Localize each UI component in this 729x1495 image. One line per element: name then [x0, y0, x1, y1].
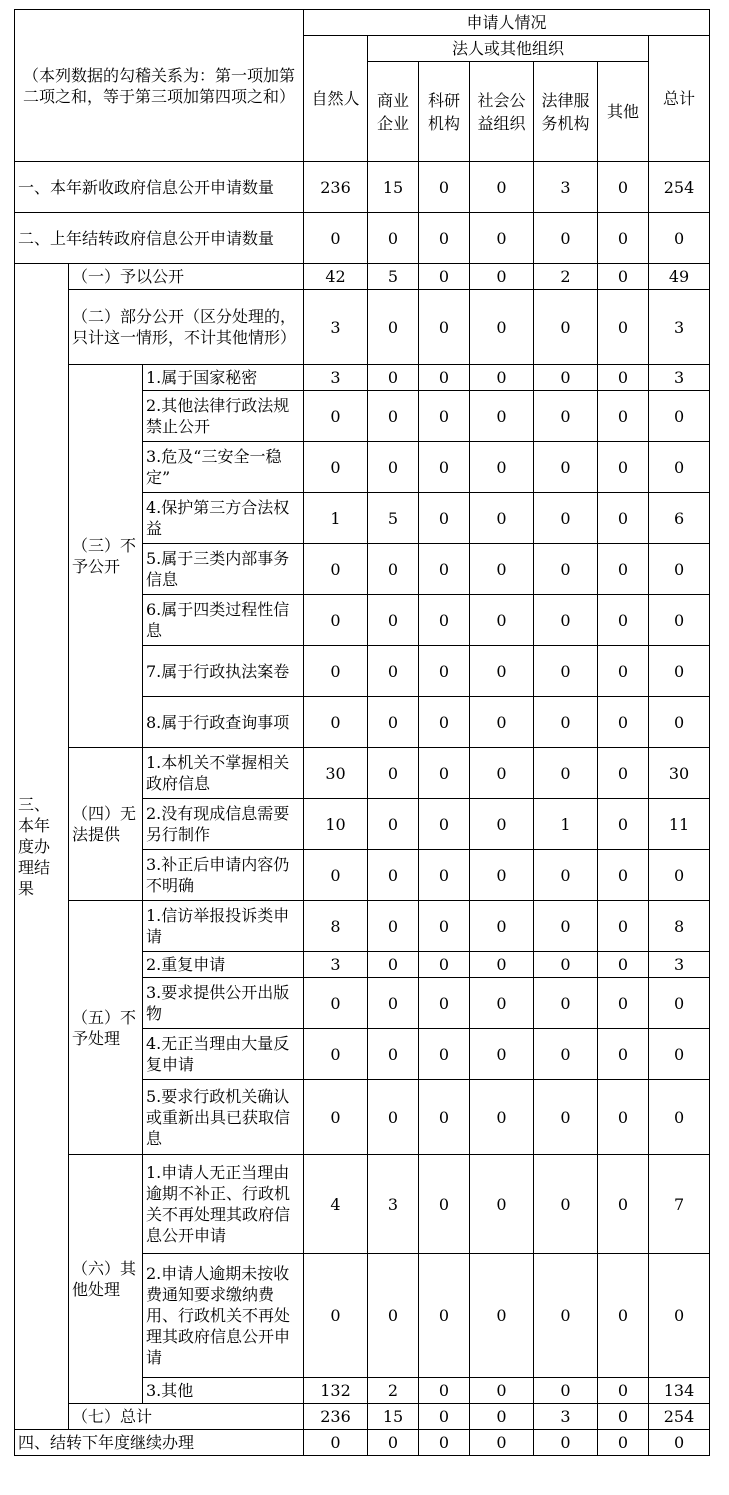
- value-cell: 0: [470, 544, 534, 595]
- value-cell: 0: [368, 1430, 419, 1456]
- value-cell: 0: [598, 264, 649, 290]
- value-cell: 0: [598, 952, 649, 978]
- value-cell: 0: [470, 264, 534, 290]
- value-cell: 0: [598, 493, 649, 544]
- item-label: 2.没有现成信息需要另行制作: [143, 799, 304, 850]
- value-cell: 0: [419, 493, 470, 544]
- row-label-new-requests: 一、本年新收政府信息公开申请数量: [15, 162, 304, 213]
- value-cell: 0: [534, 442, 598, 493]
- value-cell: 0: [470, 1378, 534, 1404]
- value-cell: 0: [534, 493, 598, 544]
- value-cell: 0: [534, 1080, 598, 1155]
- value-cell: 0: [368, 952, 419, 978]
- value-cell: 0: [419, 697, 470, 748]
- value-cell: 0: [470, 1155, 534, 1254]
- value-cell: 0: [419, 748, 470, 799]
- value-cell: 0: [534, 850, 598, 901]
- value-cell: 0: [368, 365, 419, 391]
- value-cell: 0: [419, 1155, 470, 1254]
- value-cell: 0: [304, 595, 368, 646]
- value-cell: 0: [470, 748, 534, 799]
- table-row: [15, 162, 710, 213]
- value-cell: 0: [368, 697, 419, 748]
- value-cell: 1: [304, 493, 368, 544]
- value-cell: 0: [304, 978, 368, 1029]
- value-cell: 0: [419, 595, 470, 646]
- item-label: 4.保护第三方合法权益: [143, 493, 304, 544]
- item-label: 2.重复申请: [143, 952, 304, 978]
- value-cell: 42: [304, 264, 368, 290]
- value-cell: 0: [598, 1080, 649, 1155]
- row-label-carry-forward: 四、结转下年度继续办理: [15, 1430, 304, 1456]
- value-cell: 0: [368, 799, 419, 850]
- header-col-research: 科研机构: [419, 62, 470, 162]
- value-cell: 0: [598, 391, 649, 442]
- value-cell: 0: [368, 1254, 419, 1378]
- value-cell: 0: [470, 697, 534, 748]
- value-cell: 0: [598, 1430, 649, 1456]
- value-cell: 236: [304, 1404, 368, 1430]
- value-cell: 0: [649, 1254, 710, 1378]
- value-cell: 0: [368, 1080, 419, 1155]
- value-cell: 0: [649, 978, 710, 1029]
- value-cell: 0: [534, 1378, 598, 1404]
- value-cell: 0: [470, 1404, 534, 1430]
- group-label-disclosed: （一）予以公开: [69, 264, 304, 290]
- value-cell: 0: [419, 391, 470, 442]
- value-cell: 0: [649, 1430, 710, 1456]
- value-cell: 0: [419, 213, 470, 264]
- value-cell: 0: [368, 748, 419, 799]
- value-cell: 0: [534, 1430, 598, 1456]
- value-cell: 0: [470, 952, 534, 978]
- value-cell: 7: [649, 1155, 710, 1254]
- value-cell: 0: [368, 213, 419, 264]
- table-row: [15, 365, 710, 391]
- value-cell: 0: [470, 290, 534, 365]
- value-cell: 0: [598, 901, 649, 952]
- value-cell: 0: [598, 799, 649, 850]
- value-cell: 236: [304, 162, 368, 213]
- value-cell: 0: [534, 290, 598, 365]
- value-cell: 0: [419, 799, 470, 850]
- value-cell: 3: [368, 1155, 419, 1254]
- value-cell: 0: [598, 697, 649, 748]
- value-cell: 2: [534, 264, 598, 290]
- value-cell: 0: [470, 1080, 534, 1155]
- value-cell: 30: [304, 748, 368, 799]
- table-row: [15, 901, 710, 952]
- value-cell: 0: [368, 391, 419, 442]
- group-label-not-disclosed: （三）不予公开: [69, 365, 143, 748]
- value-cell: 0: [368, 646, 419, 697]
- section3-label: 三、本年度办理结果: [15, 264, 69, 1430]
- value-cell: 0: [534, 646, 598, 697]
- value-cell: 0: [304, 213, 368, 264]
- value-cell: 0: [598, 646, 649, 697]
- value-cell: 3: [534, 1404, 598, 1430]
- header-applicant-situation: 申请人情况: [304, 10, 710, 36]
- value-cell: 0: [649, 391, 710, 442]
- value-cell: 0: [598, 365, 649, 391]
- value-cell: 0: [598, 595, 649, 646]
- value-cell: 49: [649, 264, 710, 290]
- value-cell: 0: [598, 978, 649, 1029]
- group-label-not-processed: （五）不予处理: [69, 901, 143, 1155]
- value-cell: 0: [470, 901, 534, 952]
- value-cell: 0: [368, 290, 419, 365]
- value-cell: 3: [304, 952, 368, 978]
- value-cell: 5: [368, 264, 419, 290]
- value-cell: 0: [470, 850, 534, 901]
- value-cell: 0: [368, 544, 419, 595]
- value-cell: 0: [534, 365, 598, 391]
- value-cell: 0: [470, 1029, 534, 1080]
- value-cell: 0: [470, 1254, 534, 1378]
- value-cell: 0: [419, 1029, 470, 1080]
- value-cell: 0: [649, 1080, 710, 1155]
- value-cell: 0: [419, 646, 470, 697]
- group-label-total: （七）总计: [69, 1404, 304, 1430]
- header-col-legal-service: 法律服务机构: [534, 62, 598, 162]
- table-row: [15, 290, 710, 365]
- value-cell: 134: [649, 1378, 710, 1404]
- value-cell: 0: [368, 901, 419, 952]
- value-cell: 3: [649, 290, 710, 365]
- value-cell: 0: [534, 748, 598, 799]
- item-label: 3.要求提供公开出版物: [143, 978, 304, 1029]
- value-cell: 0: [534, 544, 598, 595]
- value-cell: 0: [534, 391, 598, 442]
- value-cell: 3: [649, 365, 710, 391]
- group-label-other-processing: （六）其他处理: [69, 1155, 143, 1404]
- value-cell: 0: [470, 213, 534, 264]
- header-col-business: 商业企业: [368, 62, 419, 162]
- item-label: 8.属于行政查询事项: [143, 697, 304, 748]
- value-cell: 0: [419, 1080, 470, 1155]
- value-cell: 2: [368, 1378, 419, 1404]
- value-cell: 0: [304, 697, 368, 748]
- value-cell: 0: [534, 978, 598, 1029]
- value-cell: 3: [649, 952, 710, 978]
- value-cell: 0: [470, 799, 534, 850]
- header-col-natural-person: 自然人: [304, 36, 368, 162]
- value-cell: 0: [534, 595, 598, 646]
- value-cell: 0: [304, 850, 368, 901]
- value-cell: 8: [649, 901, 710, 952]
- value-cell: 0: [598, 748, 649, 799]
- value-cell: 3: [304, 365, 368, 391]
- value-cell: 30: [649, 748, 710, 799]
- value-cell: 0: [649, 850, 710, 901]
- value-cell: 8: [304, 901, 368, 952]
- value-cell: 0: [649, 544, 710, 595]
- item-label: 3.补正后申请内容仍不明确: [143, 850, 304, 901]
- header-legal-or-other: 法人或其他组织: [368, 36, 649, 62]
- value-cell: 0: [598, 1155, 649, 1254]
- row-label-carried-over: 二、上年结转政府信息公开申请数量: [15, 213, 304, 264]
- item-label: 4.无正当理由大量反复申请: [143, 1029, 304, 1080]
- value-cell: 0: [304, 391, 368, 442]
- value-cell: 0: [649, 442, 710, 493]
- item-label: 2.申请人逾期未按收费通知要求缴纳费用、行政机关不再处理其政府信息公开申请: [143, 1254, 304, 1378]
- value-cell: 0: [470, 1430, 534, 1456]
- header-note: （本列数据的勾稽关系为：第一项加第二项之和，等于第三项加第四项之和）: [15, 10, 304, 162]
- value-cell: 0: [419, 1378, 470, 1404]
- value-cell: 11: [649, 799, 710, 850]
- item-label: 5.要求行政机关确认或重新出具已获取信息: [143, 1080, 304, 1155]
- table-row: [15, 748, 710, 799]
- value-cell: 0: [304, 442, 368, 493]
- value-cell: 5: [368, 493, 419, 544]
- table-row: [15, 213, 710, 264]
- value-cell: 0: [304, 646, 368, 697]
- value-cell: 0: [419, 290, 470, 365]
- item-label: 5.属于三类内部事务信息: [143, 544, 304, 595]
- value-cell: 0: [534, 901, 598, 952]
- table-row: [15, 1430, 710, 1456]
- value-cell: 3: [534, 162, 598, 213]
- value-cell: 0: [534, 697, 598, 748]
- table-row: [15, 264, 710, 290]
- value-cell: 0: [598, 1378, 649, 1404]
- value-cell: 0: [304, 1080, 368, 1155]
- value-cell: 15: [368, 1404, 419, 1430]
- value-cell: 0: [649, 646, 710, 697]
- value-cell: 0: [470, 391, 534, 442]
- item-label: 1.本机关不掌握相关政府信息: [143, 748, 304, 799]
- value-cell: 1: [534, 799, 598, 850]
- group-label-unable-to-provide: （四）无法提供: [69, 748, 143, 901]
- value-cell: 0: [304, 544, 368, 595]
- value-cell: 0: [598, 850, 649, 901]
- value-cell: 0: [598, 1254, 649, 1378]
- value-cell: 0: [470, 978, 534, 1029]
- value-cell: 0: [598, 213, 649, 264]
- value-cell: 0: [470, 365, 534, 391]
- value-cell: 0: [598, 1029, 649, 1080]
- value-cell: 6: [649, 493, 710, 544]
- value-cell: 0: [368, 595, 419, 646]
- value-cell: 0: [649, 213, 710, 264]
- item-label: 2.其他法律行政法规禁止公开: [143, 391, 304, 442]
- value-cell: 0: [419, 442, 470, 493]
- table-row: [15, 1155, 710, 1254]
- value-cell: 0: [304, 1254, 368, 1378]
- value-cell: 0: [534, 1155, 598, 1254]
- value-cell: 0: [470, 442, 534, 493]
- value-cell: 0: [598, 544, 649, 595]
- value-cell: 254: [649, 1404, 710, 1430]
- value-cell: 0: [419, 365, 470, 391]
- value-cell: 0: [304, 1430, 368, 1456]
- value-cell: 0: [419, 162, 470, 213]
- item-label: 3.危及“三安全一稳定”: [143, 442, 304, 493]
- value-cell: 0: [470, 595, 534, 646]
- value-cell: 0: [649, 595, 710, 646]
- value-cell: 0: [419, 264, 470, 290]
- value-cell: 0: [470, 493, 534, 544]
- header-col-total: 总计: [649, 36, 710, 162]
- value-cell: 0: [598, 162, 649, 213]
- value-cell: 0: [419, 1430, 470, 1456]
- value-cell: 0: [534, 213, 598, 264]
- value-cell: 0: [534, 1029, 598, 1080]
- value-cell: 4: [304, 1155, 368, 1254]
- value-cell: 0: [649, 697, 710, 748]
- table-row: [15, 1404, 710, 1430]
- value-cell: 0: [419, 1254, 470, 1378]
- value-cell: 0: [419, 952, 470, 978]
- value-cell: 3: [304, 290, 368, 365]
- value-cell: 0: [470, 646, 534, 697]
- value-cell: 132: [304, 1378, 368, 1404]
- value-cell: 0: [368, 978, 419, 1029]
- value-cell: 254: [649, 162, 710, 213]
- statistics-table: [14, 9, 710, 1456]
- item-label: 6.属于四类过程性信息: [143, 595, 304, 646]
- value-cell: 10: [304, 799, 368, 850]
- item-label: 1.申请人无正当理由逾期不补正、行政机关不再处理其政府信息公开申请: [143, 1155, 304, 1254]
- value-cell: 0: [419, 901, 470, 952]
- value-cell: 0: [598, 290, 649, 365]
- header-col-public-welfare: 社会公益组织: [470, 62, 534, 162]
- value-cell: 0: [598, 1404, 649, 1430]
- value-cell: 0: [419, 850, 470, 901]
- value-cell: 15: [368, 162, 419, 213]
- value-cell: 0: [368, 442, 419, 493]
- value-cell: 0: [419, 978, 470, 1029]
- value-cell: 0: [470, 162, 534, 213]
- value-cell: 0: [368, 1029, 419, 1080]
- item-label: 1.信访举报投诉类申请: [143, 901, 304, 952]
- item-label: 7.属于行政执法案卷: [143, 646, 304, 697]
- item-label: 1.属于国家秘密: [143, 365, 304, 391]
- value-cell: 0: [534, 952, 598, 978]
- value-cell: 0: [598, 442, 649, 493]
- header-col-other: 其他: [598, 62, 649, 162]
- value-cell: 0: [649, 1029, 710, 1080]
- value-cell: 0: [534, 1254, 598, 1378]
- value-cell: 0: [304, 1029, 368, 1080]
- value-cell: 0: [368, 850, 419, 901]
- group-label-partially-disclosed: （二）部分公开（区分处理的，只计这一情形，不计其他情形）: [69, 290, 304, 365]
- value-cell: 0: [419, 544, 470, 595]
- value-cell: 0: [419, 1404, 470, 1430]
- item-label: 3.其他: [143, 1378, 304, 1404]
